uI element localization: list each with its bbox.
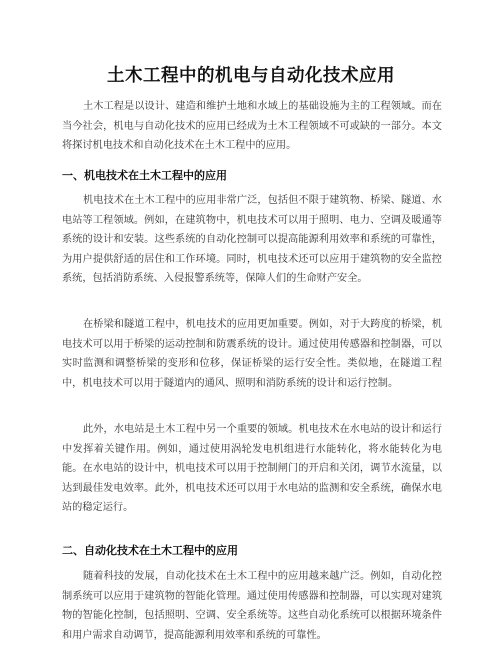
intro-paragraph: 土木工程是以设计、建造和维护土地和水域上的基础设施为主的工程领域。而在当今社会，机电与自动化技术的应用已经成为土木工程领域不可或缺的一部分。本文将探讨机电技术和自动化技术在土木工程中的应用。 — [62, 101, 442, 152]
section-heading-2: 二、自动化技术在土木工程中的应用 — [62, 544, 238, 557]
section1-paragraph-1: 机电技术在土木工程中的应用非常广泛，包括但不限于建筑物、桥梁、隧道、水电站等工程领域。例如，在建筑物中，机电技术可以用于照明、电力、空调及暖通等系统的设计和安装。这些系统的自动化控制可以提高能源利用效率和系统的可靠性，为用户提供舒适的居住和工作环境。同时，机电技术还可以应用于建筑物的安全监控系统，包括消防系统、入侵报警系统等，保障人们的生命财产安全。 — [62, 195, 442, 285]
section-heading-1: 一、机电技术在土木工程中的应用 — [62, 169, 227, 182]
document-title: 土木工程中的机电与自动化技术应用 — [107, 66, 395, 86]
section1-paragraph-3: 此外，水电站是土木工程中另一个重要的领域。机电技术在水电站的设计和运行中发挥着关键作用。例如，通过使用涡轮发电机组进行水能转化，将水能转化为电能。在水电站的设计中，机电技术可以用于控制闸门的开启和关闭，调节水流量，以达到最佳发电效率。此外，机电技术还可以用于水电站的监测和安全系统，确保水电站的稳定运行。 — [62, 424, 442, 514]
section1-paragraph-2: 在桥梁和隧道工程中，机电技术的应用更加重要。例如，对于大跨度的桥梁，机电技术可以用于桥梁的运动控制和防震系统的设计。通过使用传感器和控制器，可以实时监测和调整桥梁的变形和位移，保证桥梁的运行安全性。类似地，在隧道工程中，机电技术可以用于隧道内的通风、照明和消防系统的设计和运行控制。 — [62, 319, 442, 389]
section2-paragraph-1: 随着科技的发展，自动化技术在土木工程中的应用越来越广泛。例如，自动化控制系统可以应用于建筑物的智能化管理。通过使用传感器和控制器，可以实现对建筑物的智能化控制，包括照明、空调、安全系统等。这些自动化系统可以根据环境条件和用户需求自动调节，提高能源利用效率和系统的可靠性。 — [62, 571, 442, 641]
